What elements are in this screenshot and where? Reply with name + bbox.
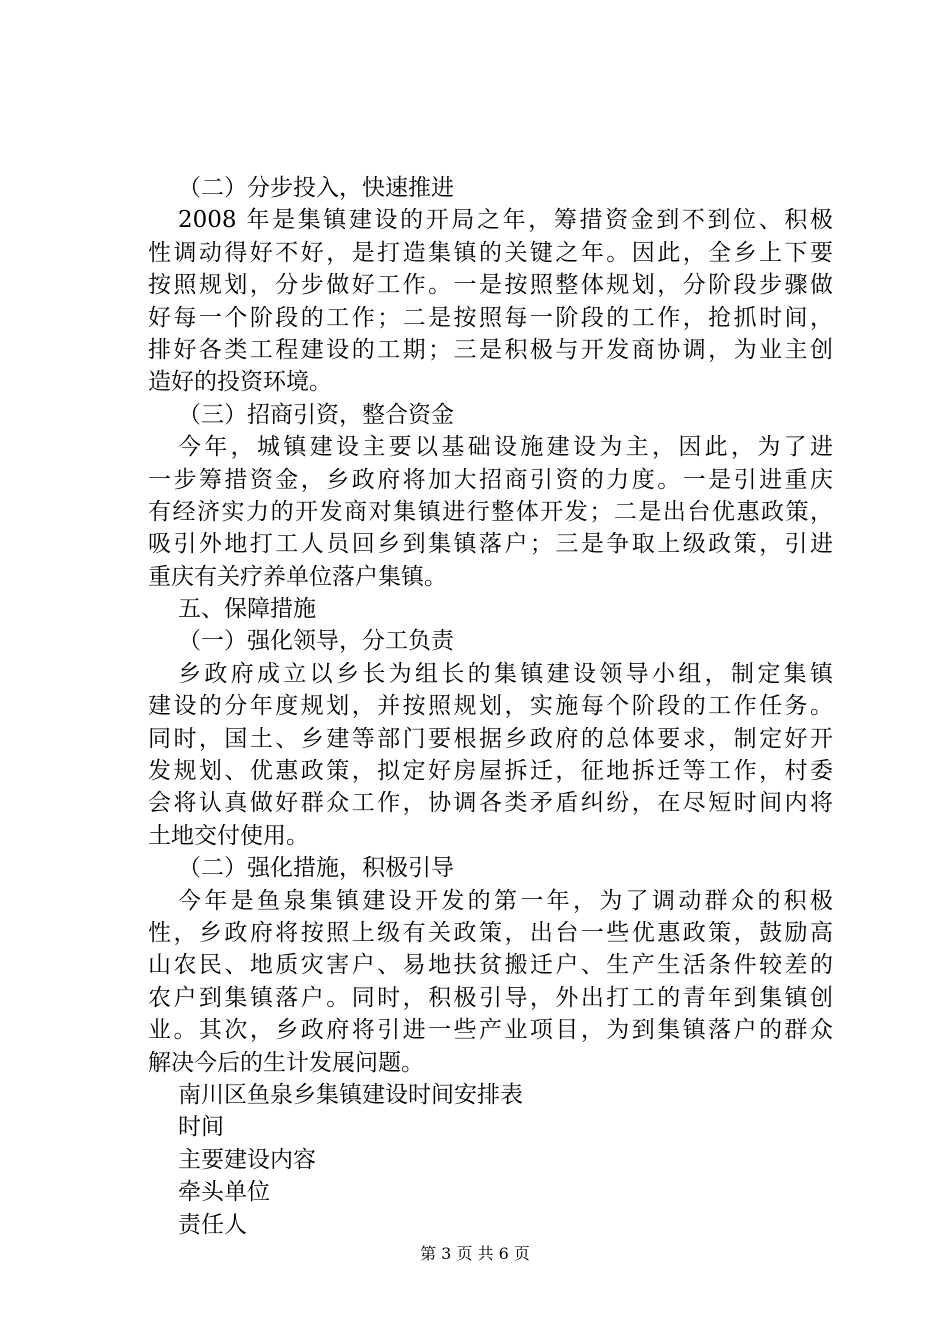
text-line: （二）分步投入，快速推进 (178, 175, 454, 201)
text-line: 性调动得好不好，是打造集镇的关键之年。因此，全乡上下要 (148, 239, 833, 266)
text-line: 责任人 (178, 1211, 247, 1238)
text-line: 山农民、地质灾害户、易地扶贫搬迁户、生产生活条件较差的 (148, 952, 833, 979)
text-line: 好每一个阶段的工作；二是按照每一阶段的工作，抢抓时间， (148, 304, 833, 331)
text-line: 按照规划，分步做好工作。一是按照整体规划，分阶段步骤做 (148, 272, 833, 299)
text-line: 南川区鱼泉乡集镇建设时间安排表 (178, 1081, 523, 1108)
text-line: 一步筹措资金，乡政府将加大招商引资的力度。一是引进重庆 (148, 466, 833, 493)
text-line: （二）强化措施，积极引导 (178, 855, 454, 882)
document-body (148, 172, 833, 1241)
text-line: 土地交付使用。 (148, 822, 309, 849)
text-line: 性，乡政府将按照上级有关政策，出台一些优惠政策，鼓励高 (148, 919, 833, 946)
text-line: 农户到集镇落户。同时，积极引导，外出打工的青年到集镇创 (148, 984, 833, 1011)
text-line: 今年，城镇建设主要以基础设施建设为主，因此，为了进 (178, 434, 833, 461)
text-line: 2008 年是集镇建设的开局之年，筹措资金到不到位、积极 (178, 207, 833, 234)
text-line: 乡政府成立以乡长为组长的集镇建设领导小组，制定集镇 (178, 660, 833, 687)
text-line: 吸引外地打工人员回乡到集镇落户；三是争取上级政策，引进 (148, 531, 833, 558)
text-line: 牵头单位 (178, 1179, 270, 1206)
text-line: 重庆有关疗养单位落户集镇。 (148, 563, 447, 590)
text-line: 会将认真做好群众工作，协调各类矛盾纠纷，在尽短时间内将 (148, 790, 833, 817)
text-line: 业。其次，乡政府将引进一些产业项目，为到集镇落户的群众 (148, 1017, 833, 1044)
text-line: 有经济实力的开发商对集镇进行整体开发；二是出台优惠政策， (148, 498, 833, 525)
text-line: 造好的投资环境。 (148, 369, 332, 396)
text-line: 建设的分年度规划，并按照规划，实施每个阶段的工作任务。 (148, 693, 833, 720)
text-line: （一）强化领导，分工负责 (178, 628, 454, 655)
text-line: 发规划、优惠政策，拟定好房屋拆迁，征地拆迁等工作，村委 (148, 758, 833, 785)
text-line: 时间 (178, 1114, 224, 1141)
text-line: 主要建设内容 (178, 1146, 316, 1173)
text-line: 同时，国土、乡建等部门要根据乡政府的总体要求，制定好开 (148, 725, 833, 752)
text-line: 今年是鱼泉集镇建设开发的第一年，为了调动群众的积极 (178, 887, 833, 914)
text-line: 解决今后的生计发展问题。 (148, 1049, 424, 1076)
text-line: 五、保障措施 (178, 596, 316, 623)
page-footer: 第 3 页 共 6 页 (420, 1244, 530, 1263)
text-line: （三）招商引资，整合资金 (178, 401, 454, 428)
text-line: 排好各类工程建设的工期；三是积极与开发商协调，为业主创 (148, 336, 833, 363)
